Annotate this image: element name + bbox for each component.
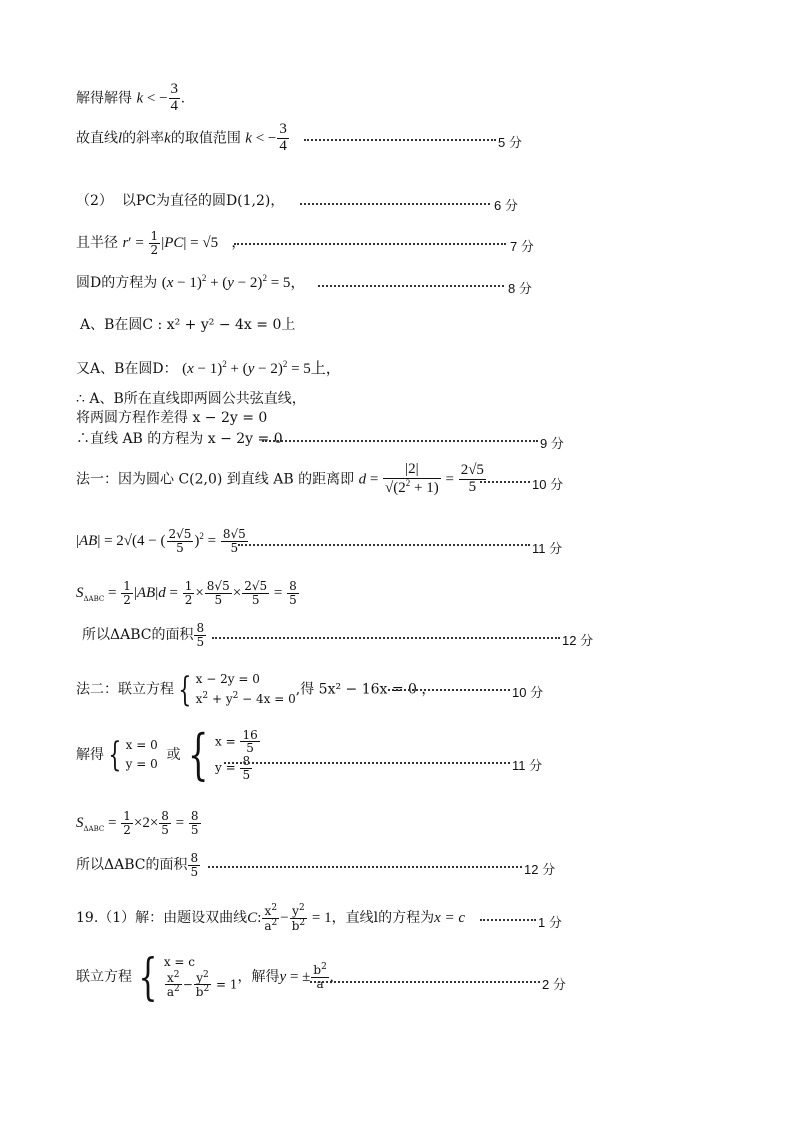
dot-leader [304, 139, 496, 141]
line-area-result1: 所以ΔABC的面积 $\frac{8}{5}$ [82, 621, 205, 649]
line-k-result-1: 解得解得 k < − $\frac{3}{4}$ . [76, 81, 185, 114]
line-ab-equation: ∴直线 AB 的方程为 x − 2y = 0 [76, 431, 283, 447]
score-12b: 12 分 [524, 862, 556, 877]
score-5: 5 分 [498, 135, 522, 150]
line-area-calc1: $S_{\Delta ABC}$ = $\frac{1}{2}$ |AB|d = $\frac{1}{2}$ × $\frac{8√5}{5}$ × $\frac{2√5}{5}$ = $\frac{8}{5}$ [76, 579, 297, 607]
line-part2: （2） 以PC为直径的圆D(1,2)， [76, 193, 285, 209]
dot-leader [310, 981, 540, 983]
line-joint: 联立方程 { x = c $\frac{x^2}{a^2}$ − $\frac{y^2}{b^2}$ = 1，解得y = ± $\frac{b^2}{a}$ , [76, 948, 334, 1006]
line-k-range: 故直线l的斜率k的取值范围 k < − $\frac{3}{4}$ [76, 121, 287, 154]
line-method2: 法二：联立方程 { x − 2y = 0 $x^2 + y^2 - 4x = 0$,得 5x² − 16x = 0 ， [76, 669, 436, 710]
line-area-calc2: $S_{\Delta ABC}$ = $\frac{1}{2}$ ×2× $\frac{8}{5}$ = $\frac{8}{5}$ [76, 809, 199, 837]
dot-leader [238, 544, 530, 546]
dot-leader [262, 440, 538, 442]
line-circle-d: 圆D的方程为 $(x - 1)^2 + (y - 2)^2 = 5$， [76, 273, 306, 291]
line-ab-on-d: 又A、B在圆D： $(x - 1)^2 + (y - 2)^2 = 5$上， [76, 359, 341, 377]
line-ab-length: |AB| = 2√(4 − ( $\frac{2√5}{5}$ )$^2$ = $\frac{8√5}{5}$ [76, 527, 246, 555]
score-11a: 11 分 [532, 541, 563, 556]
score-10a: 10 分 [532, 477, 564, 492]
line-common-chord: ∴ A、B所在直线即两圆公共弦直线， [76, 391, 306, 407]
line-subtract: 将两圆方程作差得 x − 2y = 0 [76, 410, 268, 426]
line-ab-on-c: A、B在圆C : x² + y² − 4x = 0上 [80, 317, 296, 333]
score-12a: 12 分 [562, 633, 594, 648]
dot-leader [318, 285, 504, 287]
dot-leader [388, 689, 510, 691]
score-6: 6 分 [494, 198, 518, 213]
line-radius: 且半径 r′ = $\frac{1}{2}$ |PC| = √5 ， [76, 229, 246, 257]
score-11b: 11 分 [512, 758, 543, 773]
line-method1: 法一：因为圆心 C(2,0) 到直线 AB 的距离即 d = $\frac{|2|}{√(2^2 + 1)}$ = $\frac{2√5}{5}$ [76, 461, 484, 496]
score-8: 8 分 [508, 281, 532, 296]
score-2: 2 分 [542, 977, 566, 992]
dot-leader [234, 243, 506, 245]
line-area-result2: 所以ΔABC的面积 $\frac{8}{5}$ [76, 851, 199, 879]
score-7: 7 分 [510, 239, 534, 254]
dot-leader [224, 762, 510, 764]
dot-leader [480, 919, 536, 921]
line-solve: 解得 { x = 0 y = 0 或 { x = $\frac{16}{5}$ y = $\frac{8}{5}$ [76, 723, 258, 786]
score-10b: 10 分 [512, 685, 544, 700]
dot-leader [480, 481, 530, 483]
dot-leader [208, 866, 522, 868]
score-9: 9 分 [540, 436, 564, 451]
dot-leader [212, 637, 560, 639]
line-q19: 19.（1）解：由题设双曲线C: $\frac{x^2}{a^2}$ − $\frac{y^2}{b^2}$ = 1，直线l的方程为x = c [76, 903, 466, 933]
score-1: 1 分 [538, 915, 562, 930]
dot-leader [300, 203, 490, 205]
